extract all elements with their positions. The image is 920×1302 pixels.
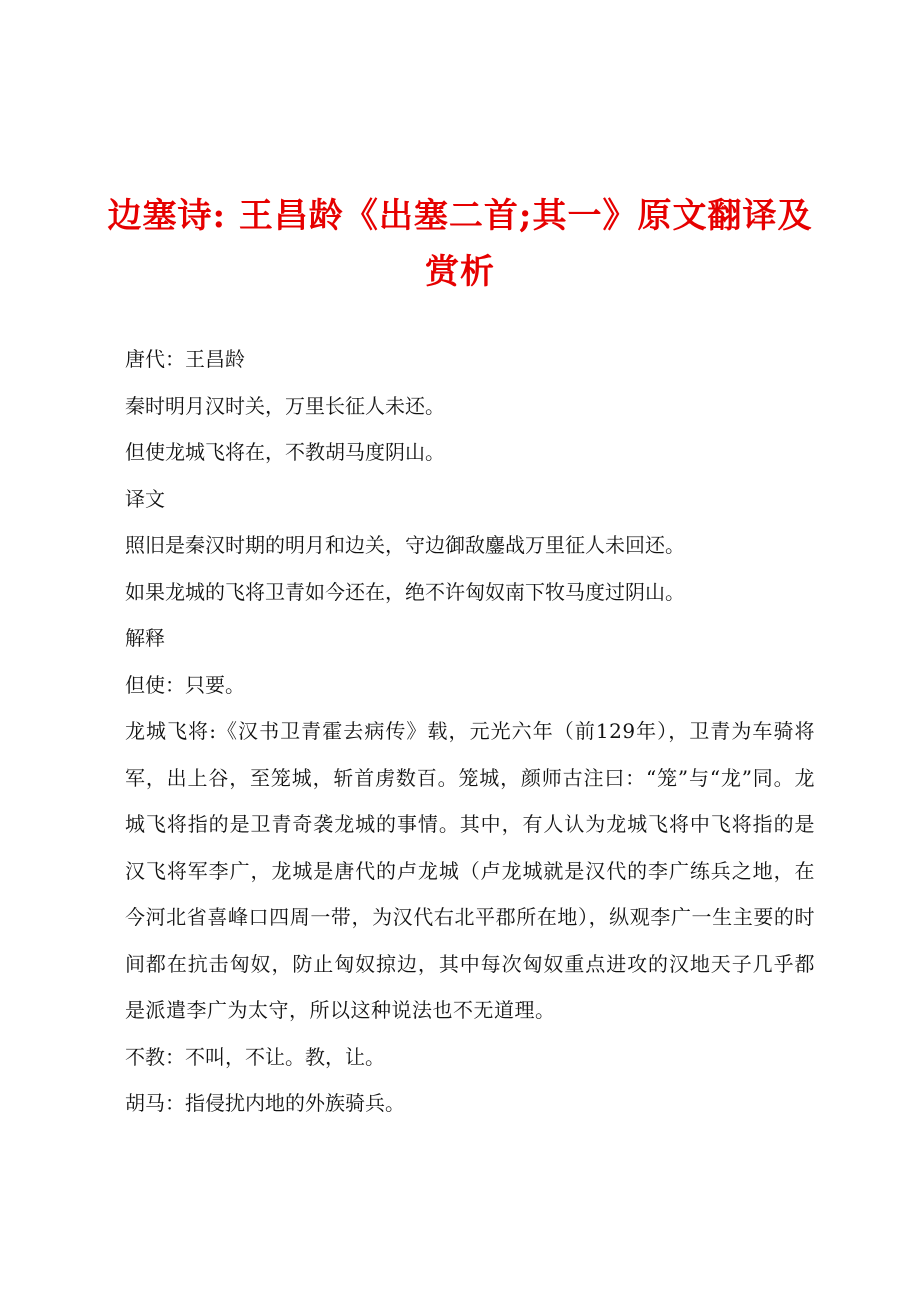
document-body <box>125 336 815 1127</box>
poem-line-1: 秦时明月汉时关，万里长征人未还。 <box>125 393 445 418</box>
translation-line-1: 照旧是秦汉时期的明月和边关，守边御敌鏖战万里征人未回还。 <box>125 533 685 557</box>
note-bujiao: 不教：不叫，不让。教，让。 <box>125 1044 385 1069</box>
note-danshi: 但使：只要。 <box>125 672 245 697</box>
note-longcheng-feijiang: 龙城飞将:《汉书卫青霍去病传》载，元光六年（前129年），卫青为车骑将军，出上谷，至笼城，斩首虏数百。笼城，颜师古注曰：“笼”与“龙”同。龙城飞将指的是卫青奇袭龙城的事情。其中，有人认为龙城飞将中飞将指的是汉飞将军李广，龙城是唐代的卢龙城（卢龙城就是汉代的李广练兵之地，在今河北省喜峰口四周一带，为汉代右北平郡所在地），纵观李广一生主要的时间都在抗击匈奴，防止匈奴掠边，其中每次匈奴重点进攻的汉地天子几乎都是派遣李广为太守，所以这种说法也不无道理。 <box>125 719 815 1022</box>
poem-line-2: 但使龙城飞将在，不教胡马度阴山。 <box>125 440 445 464</box>
notes-heading: 解释 <box>125 626 165 650</box>
translation-heading: 译文 <box>125 486 165 511</box>
document-title: 边塞诗: 王昌龄《出塞二首;其一》原文翻译及赏析 <box>107 196 813 292</box>
author-line: 唐代：王昌龄 <box>125 347 245 371</box>
translation-line-2: 如果龙城的飞将卫青如今还在，绝不许匈奴南下牧马度过阴山。 <box>125 579 685 604</box>
note-huma: 胡马：指侵扰内地的外族骑兵。 <box>125 1091 405 1115</box>
